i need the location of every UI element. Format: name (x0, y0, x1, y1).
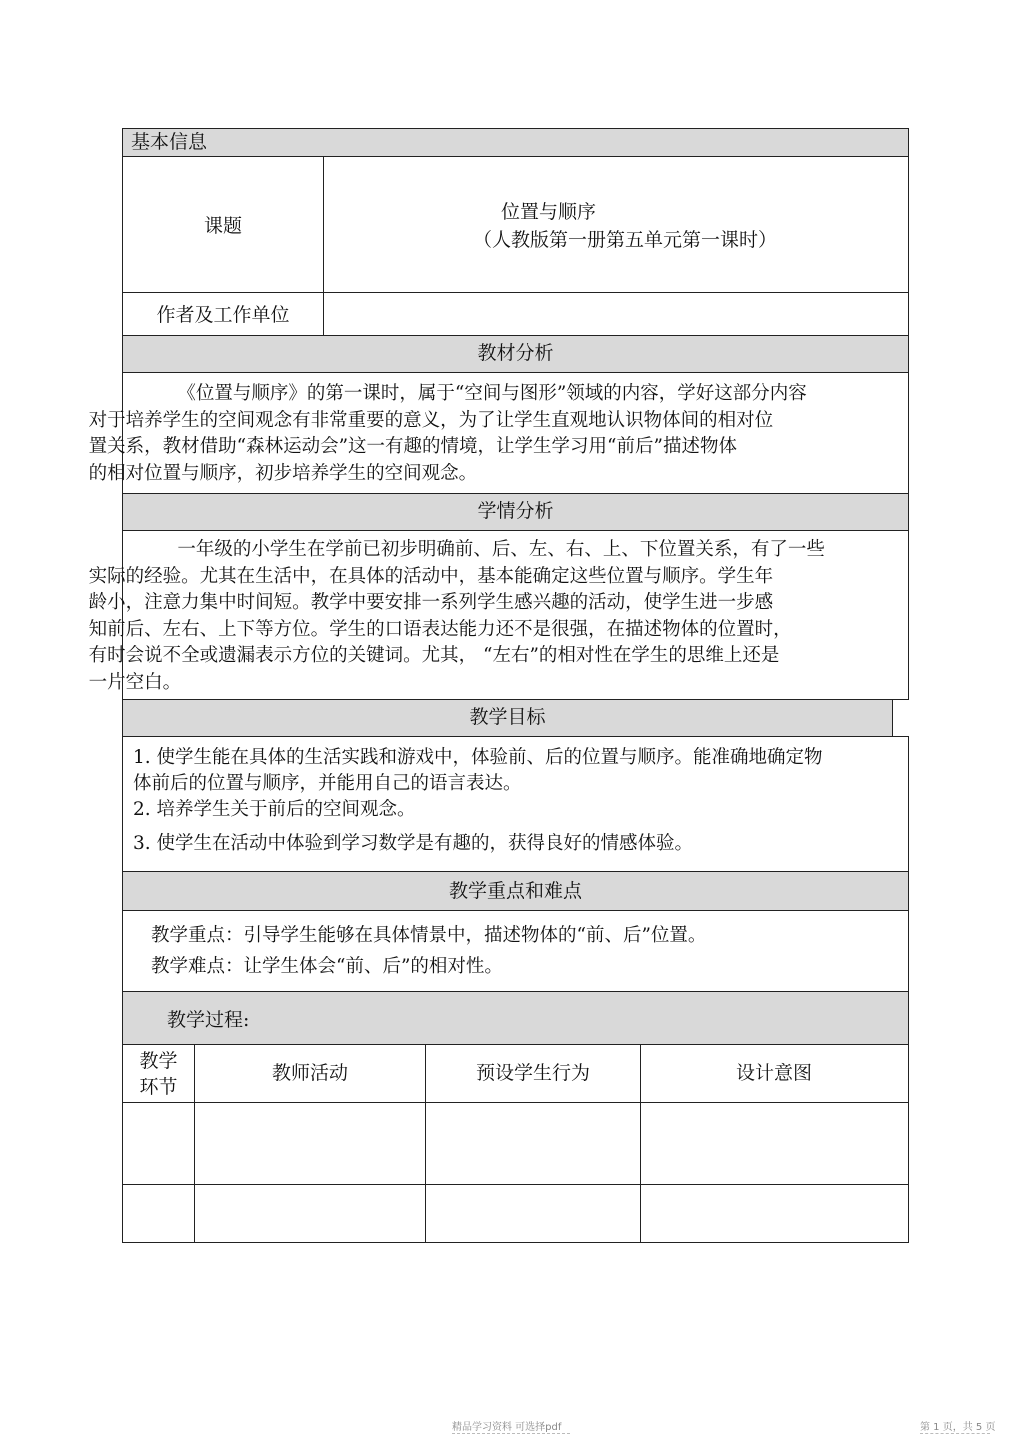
student-analysis-body (88, 530, 909, 700)
col-header-stage-line-1: 教学 (139, 1050, 178, 1072)
author-row (122, 292, 909, 336)
student-line: 知前后、左右、上下等方位。学生的口语表达能力还不是很强，在描述物体的位置时， (88, 618, 792, 640)
col-header-teacher: 教师活动 (271, 1062, 348, 1084)
key-points-header (122, 871, 909, 911)
teaching-focus: 教学重点：引导学生能够在具体情景中，描述物体的“前、后”位置。 (151, 925, 707, 946)
footer-left: 精品学习资料 可选择pdf (452, 1422, 562, 1433)
process-table (122, 1044, 909, 1243)
row-divider (123, 1102, 908, 1103)
col-header-stage-line-2: 环节 (139, 1076, 178, 1098)
material-line: 《位置与顺序》的第一课时，属于“空间与图形”领域的内容，学好这部分内容 (177, 383, 807, 404)
process-header (122, 991, 909, 1045)
student-analysis-header (122, 493, 909, 531)
col-header-intent: 设计意图 (735, 1062, 812, 1084)
objective-item-1-line-1: 1. 使学生能在具体的生活实践和游戏中，体验前、后的位置与顺序。能准确地确定物 (133, 747, 823, 768)
footer-right: 第 1 页，共 5 页 (920, 1422, 996, 1433)
topic-title: 位置与顺序 (501, 201, 597, 223)
student-line: 有时会说不全或遗漏表示方位的关键词。尤其， “左右”的相对性在学生的思维上还是 (88, 645, 780, 666)
student-analysis-text (88, 531, 908, 696)
material-line: 置关系，教材借助“森林运动会”这一有趣的情境，让学生学习用“前后”描述物体 (88, 436, 737, 457)
student-analysis-header-text: 学情分析 (477, 500, 554, 522)
footer-dashed-line (920, 1433, 990, 1434)
row-divider (123, 1184, 908, 1185)
author-label: 作者及工作单位 (156, 304, 290, 326)
material-analysis-body (88, 372, 909, 494)
col-header-student: 预设学生行为 (475, 1062, 590, 1084)
key-points-body (122, 910, 909, 992)
material-line: 对于培养学生的空间观念有非常重要的意义，为了让学生直观地认识物体间的相对位 (88, 409, 774, 431)
col-header-stage (123, 1048, 194, 1100)
objective-item-1-line-2: 体前后的位置与顺序，并能用自己的语言表达。 (133, 773, 522, 794)
topic-content (325, 157, 907, 291)
objectives-body (122, 736, 909, 872)
basic-info-header (122, 128, 909, 157)
divider (323, 157, 324, 292)
author-value (325, 293, 907, 334)
objective-item-3: 3. 使学生在活动中体验到学习数学是有趣的，获得良好的情感体验。 (133, 833, 694, 854)
objective-item-2: 2. 培养学生关于前后的空间观念。 (133, 799, 416, 820)
teaching-difficulty: 教学难点：让学生体会“前、后”的相对性。 (151, 956, 503, 977)
topic-row (122, 156, 909, 293)
topic-label: 课题 (203, 214, 242, 237)
material-line: 的相对位置与顺序，初步培养学生的空间观念。 (88, 462, 478, 484)
objectives-header-text: 教学目标 (469, 706, 546, 728)
material-analysis-text (88, 373, 908, 487)
objectives-header (122, 699, 893, 737)
student-line: 实际的经验。尤其在生活中，在具体的活动中，基本能确定这些位置与顺序。学生年 (88, 565, 774, 587)
student-line: 龄小，注意力集中时间短。教学中要安排一系列学生感兴趣的活动，使学生进一步感 (88, 592, 774, 613)
material-analysis-header (122, 335, 909, 373)
student-line: 一片空白。 (88, 671, 182, 693)
material-analysis-header-text: 教材分析 (477, 342, 554, 364)
process-header-text: 教学过程: (167, 1009, 250, 1031)
student-line: 一年级的小学生在学前已初步明确前、后、左、右、上、下位置关系，有了一些 (177, 539, 825, 560)
basic-info-header-text: 基本信息 (131, 131, 208, 153)
divider (323, 293, 324, 335)
topic-subtitle: （人教版第一册第五单元第一课时） (473, 229, 778, 251)
key-points-header-text: 教学重点和难点 (448, 880, 582, 902)
footer-dashed-line (452, 1433, 570, 1434)
